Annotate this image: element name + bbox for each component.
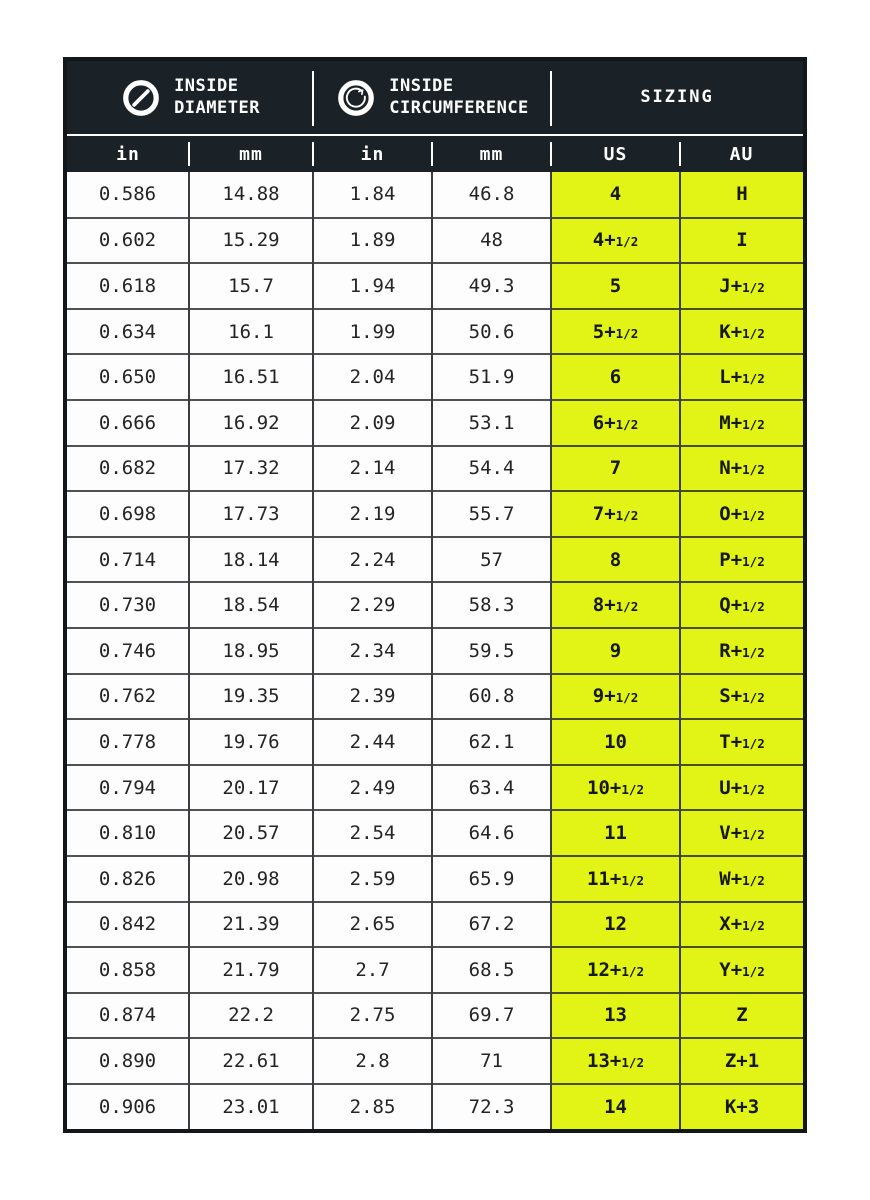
au-size-cell: T+1/2 (680, 719, 803, 765)
measurement-cell: 20.98 (189, 856, 313, 902)
measurement-cell: 62.1 (432, 719, 551, 765)
measurement-cell: 50.6 (432, 309, 551, 355)
measurement-cell: 63.4 (432, 765, 551, 811)
measurement-cell: 0.842 (67, 902, 189, 948)
us-size-cell: 7 (551, 446, 680, 492)
us-size-cell: 6+1/2 (551, 400, 680, 446)
au-size-cell: K+3 (680, 1084, 803, 1130)
au-size-cell: K+1/2 (680, 309, 803, 355)
measurement-cell: 65.9 (432, 856, 551, 902)
table-row (67, 446, 803, 492)
us-size-cell: 4+1/2 (551, 218, 680, 264)
measurement-cell: 2.75 (313, 993, 432, 1039)
measurement-cell: 15.29 (189, 218, 313, 264)
measurement-cell: 0.890 (67, 1038, 189, 1084)
measurement-cell: 0.730 (67, 582, 189, 628)
header-inside-circumference (313, 61, 551, 135)
measurement-cell: 2.14 (313, 446, 432, 492)
measurement-cell: 15.7 (189, 263, 313, 309)
measurement-cell: 1.89 (313, 218, 432, 264)
us-size-cell: 5 (551, 263, 680, 309)
table-row (67, 719, 803, 765)
us-size-cell: 6 (551, 354, 680, 400)
measurement-cell: 2.7 (313, 947, 432, 993)
header-sizing-label: SIZING (640, 86, 714, 107)
measurement-cell: 46.8 (432, 172, 551, 218)
measurement-cell: 69.7 (432, 993, 551, 1039)
measurement-cell: 53.1 (432, 400, 551, 446)
measurement-cell: 2.85 (313, 1084, 432, 1130)
us-size-cell: 11 (551, 810, 680, 856)
measurement-cell: 21.79 (189, 947, 313, 993)
au-size-cell: M+1/2 (680, 400, 803, 446)
measurement-cell: 2.54 (313, 810, 432, 856)
measurement-cell: 67.2 (432, 902, 551, 948)
table-row (67, 810, 803, 856)
ring-size-table (63, 57, 807, 1133)
us-size-cell: 10+1/2 (551, 765, 680, 811)
measurement-cell: 0.906 (67, 1084, 189, 1130)
us-size-cell: 9 (551, 628, 680, 674)
measurement-cell: 18.95 (189, 628, 313, 674)
au-size-cell: O+1/2 (680, 491, 803, 537)
measurement-cell: 17.73 (189, 491, 313, 537)
header-inside-circumference-line1: INSIDE (389, 76, 454, 97)
au-size-cell: Q+1/2 (680, 582, 803, 628)
measurement-cell: 17.32 (189, 446, 313, 492)
measurement-cell: 0.698 (67, 491, 189, 537)
subheader-diameter-mm: mm (189, 135, 313, 172)
measurement-cell: 1.84 (313, 172, 432, 218)
measurement-cell: 59.5 (432, 628, 551, 674)
header-inside-diameter-line1: INSIDE (174, 76, 239, 97)
table-row (67, 902, 803, 948)
au-size-cell: X+1/2 (680, 902, 803, 948)
measurement-cell: 16.1 (189, 309, 313, 355)
measurement-cell: 0.762 (67, 674, 189, 720)
us-size-cell: 12 (551, 902, 680, 948)
us-size-cell: 13+1/2 (551, 1038, 680, 1084)
measurement-cell: 0.826 (67, 856, 189, 902)
measurement-cell: 0.746 (67, 628, 189, 674)
us-size-cell: 7+1/2 (551, 491, 680, 537)
measurement-cell: 71 (432, 1038, 551, 1084)
au-size-cell: P+1/2 (680, 537, 803, 583)
table-row (67, 1038, 803, 1084)
table-row (67, 628, 803, 674)
measurement-cell: 68.5 (432, 947, 551, 993)
measurement-cell: 2.24 (313, 537, 432, 583)
measurement-cell: 0.618 (67, 263, 189, 309)
measurement-cell: 48 (432, 218, 551, 264)
subheader-circumference-mm: mm (432, 135, 551, 172)
measurement-cell: 2.04 (313, 354, 432, 400)
measurement-cell: 0.666 (67, 400, 189, 446)
measurement-cell: 60.8 (432, 674, 551, 720)
measurement-cell: 0.586 (67, 172, 189, 218)
measurement-cell: 2.34 (313, 628, 432, 674)
measurement-cell: 51.9 (432, 354, 551, 400)
measurement-cell: 2.39 (313, 674, 432, 720)
measurement-cell: 0.634 (67, 309, 189, 355)
us-size-cell: 11+1/2 (551, 856, 680, 902)
circumference-icon (335, 77, 377, 119)
table-row (67, 400, 803, 446)
measurement-cell: 49.3 (432, 263, 551, 309)
measurement-cell: 0.778 (67, 719, 189, 765)
table-row (67, 309, 803, 355)
measurement-cell: 2.8 (313, 1038, 432, 1084)
measurement-cell: 1.99 (313, 309, 432, 355)
measurement-cell: 64.6 (432, 810, 551, 856)
au-size-cell: Z+1 (680, 1038, 803, 1084)
au-size-cell: H (680, 172, 803, 218)
measurement-cell: 2.59 (313, 856, 432, 902)
conversion-table (67, 61, 803, 1129)
au-size-cell: N+1/2 (680, 446, 803, 492)
table-row (67, 537, 803, 583)
measurement-cell: 2.19 (313, 491, 432, 537)
subheader-circumference-in: in (313, 135, 432, 172)
us-size-cell: 9+1/2 (551, 674, 680, 720)
us-size-cell: 8+1/2 (551, 582, 680, 628)
measurement-cell: 0.858 (67, 947, 189, 993)
table-row (67, 582, 803, 628)
measurement-cell: 22.61 (189, 1038, 313, 1084)
measurement-cell: 22.2 (189, 993, 313, 1039)
table-row (67, 674, 803, 720)
measurement-cell: 2.65 (313, 902, 432, 948)
measurement-cell: 55.7 (432, 491, 551, 537)
measurement-cell: 2.29 (313, 582, 432, 628)
measurement-cell: 0.714 (67, 537, 189, 583)
au-size-cell: J+1/2 (680, 263, 803, 309)
measurement-cell: 54.4 (432, 446, 551, 492)
us-size-cell: 5+1/2 (551, 309, 680, 355)
header-group-row (67, 61, 803, 135)
au-size-cell: Z (680, 993, 803, 1039)
table-row (67, 354, 803, 400)
au-size-cell: I (680, 218, 803, 264)
table-row (67, 947, 803, 993)
au-size-cell: W+1/2 (680, 856, 803, 902)
measurement-cell: 58.3 (432, 582, 551, 628)
measurement-cell: 2.09 (313, 400, 432, 446)
table-row (67, 263, 803, 309)
header-inside-diameter-line2: DIAMETER (174, 97, 260, 118)
measurement-cell: 2.44 (313, 719, 432, 765)
us-size-cell: 8 (551, 537, 680, 583)
au-size-cell: V+1/2 (680, 810, 803, 856)
measurement-cell: 18.54 (189, 582, 313, 628)
subheader-diameter-in: in (67, 135, 189, 172)
measurement-cell: 16.51 (189, 354, 313, 400)
au-size-cell: Y+1/2 (680, 947, 803, 993)
diameter-icon (120, 77, 162, 119)
us-size-cell: 13 (551, 993, 680, 1039)
measurement-cell: 0.794 (67, 765, 189, 811)
header-sizing (551, 61, 803, 135)
table-body (67, 172, 803, 1129)
measurement-cell: 0.650 (67, 354, 189, 400)
us-size-cell: 4 (551, 172, 680, 218)
table-row (67, 172, 803, 218)
measurement-cell: 20.17 (189, 765, 313, 811)
measurement-cell: 0.602 (67, 218, 189, 264)
table-row (67, 856, 803, 902)
measurement-cell: 0.682 (67, 446, 189, 492)
measurement-cell: 23.01 (189, 1084, 313, 1130)
subheader-us: US (551, 135, 680, 172)
measurement-cell: 57 (432, 537, 551, 583)
measurement-cell: 18.14 (189, 537, 313, 583)
us-size-cell: 10 (551, 719, 680, 765)
header-inside-circumference-line2: CIRCUMFERENCE (389, 97, 529, 118)
measurement-cell: 2.49 (313, 765, 432, 811)
au-size-cell: S+1/2 (680, 674, 803, 720)
us-size-cell: 12+1/2 (551, 947, 680, 993)
measurement-cell: 20.57 (189, 810, 313, 856)
subheader-au: AU (680, 135, 803, 172)
measurement-cell: 19.76 (189, 719, 313, 765)
table-row (67, 491, 803, 537)
au-size-cell: L+1/2 (680, 354, 803, 400)
measurement-cell: 0.810 (67, 810, 189, 856)
measurement-cell: 72.3 (432, 1084, 551, 1130)
measurement-cell: 21.39 (189, 902, 313, 948)
au-size-cell: U+1/2 (680, 765, 803, 811)
measurement-cell: 14.88 (189, 172, 313, 218)
table-row (67, 1084, 803, 1130)
table-row (67, 993, 803, 1039)
table-header (67, 61, 803, 172)
au-size-cell: R+1/2 (680, 628, 803, 674)
measurement-cell: 16.92 (189, 400, 313, 446)
measurement-cell: 0.874 (67, 993, 189, 1039)
header-inside-diameter (67, 61, 313, 135)
table-row (67, 765, 803, 811)
subheader-row (67, 135, 803, 172)
measurement-cell: 1.94 (313, 263, 432, 309)
table-row (67, 218, 803, 264)
us-size-cell: 14 (551, 1084, 680, 1130)
measurement-cell: 19.35 (189, 674, 313, 720)
